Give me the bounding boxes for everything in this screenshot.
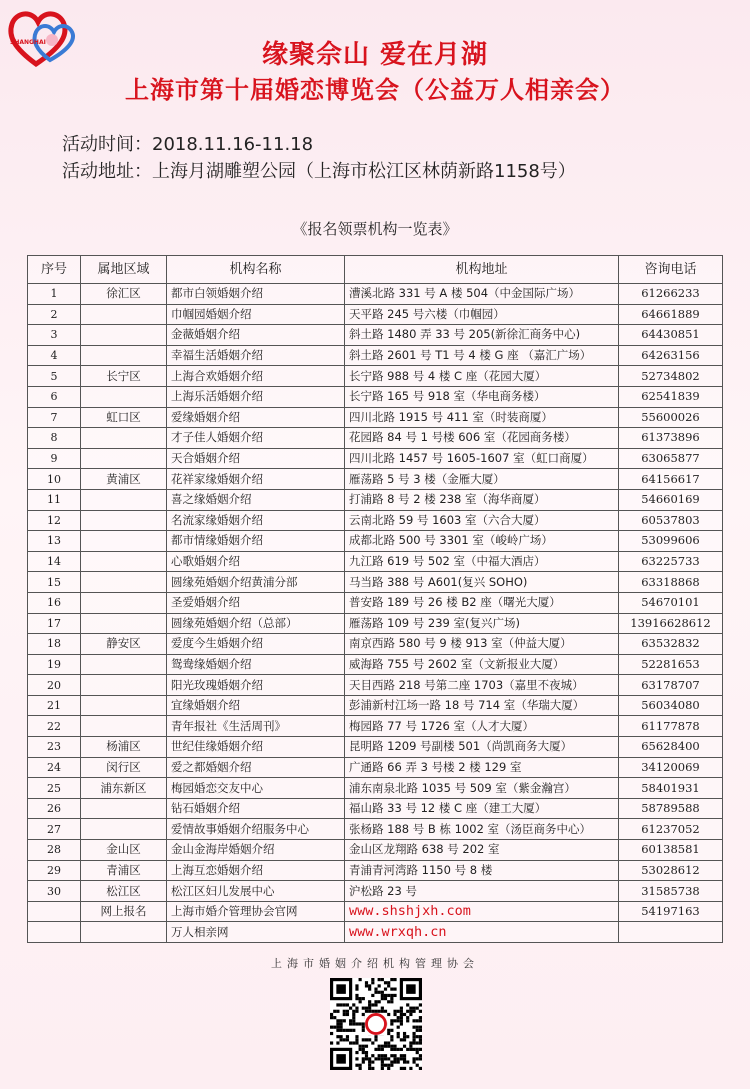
row-agency-name: 巾帼园婚姻介绍 xyxy=(167,304,345,325)
row-no: 9 xyxy=(28,448,81,469)
row-district xyxy=(81,572,167,593)
row-district: 虹口区 xyxy=(81,407,167,428)
row-address: 彭浦新村江场一路 18 号 714 室（华瑞大厦） xyxy=(345,695,619,716)
row-phone: 63318868 xyxy=(619,572,723,593)
row-no: 15 xyxy=(28,572,81,593)
row-phone: 65628400 xyxy=(619,737,723,758)
event-time xyxy=(62,130,313,156)
row-district xyxy=(81,798,167,819)
row-district xyxy=(81,386,167,407)
row-no: 5 xyxy=(28,366,81,387)
row-address: 昆明路 1209 号副楼 501（尚凯商务大厦） xyxy=(345,737,619,758)
row-district xyxy=(81,716,167,737)
row-agency-name: 圆缘苑婚姻介绍黄浦分部 xyxy=(167,572,345,593)
row-agency-name: 才子佳人婚姻介绍 xyxy=(167,428,345,449)
title-line-2: 上海市第十届婚恋博览会（公益万人相亲会） xyxy=(125,76,625,104)
row-no: 27 xyxy=(28,819,81,840)
row-no: 24 xyxy=(28,757,81,778)
row-phone: 55600026 xyxy=(619,407,723,428)
row-agency-name: 钻石婚姻介绍 xyxy=(167,798,345,819)
row-no: 14 xyxy=(28,551,81,572)
row-address: 青浦青河湾路 1150 号 8 楼 xyxy=(345,860,619,881)
row-district xyxy=(81,531,167,552)
row-district xyxy=(81,345,167,366)
table-row xyxy=(28,366,723,387)
row-district xyxy=(81,675,167,696)
row-agency-name: 上海合欢婚姻介绍 xyxy=(167,366,345,387)
row-address: 四川北路 1915 号 411 室（时装商厦） xyxy=(345,407,619,428)
row-address: 福山路 33 号 12 楼 C 座（建工大厦） xyxy=(345,798,619,819)
row-phone: 13916628612 xyxy=(619,613,723,634)
row-no: 16 xyxy=(28,592,81,613)
row-district: 青浦区 xyxy=(81,860,167,881)
row-agency-name: 金山金海岸婚姻介绍 xyxy=(167,840,345,861)
row-address: 斜土路 2601 号 T1 号 4 楼 G 座 （嘉汇广场） xyxy=(345,345,619,366)
header-no: 序号 xyxy=(28,256,81,284)
header-district: 属地区域 xyxy=(81,256,167,284)
row-address: 威海路 755 号 2602 室（文新报业大厦） xyxy=(345,654,619,675)
row-district: 浦东新区 xyxy=(81,778,167,799)
row-address: 南京西路 580 号 9 楼 913 室（仲益大厦） xyxy=(345,634,619,655)
row-phone: 58401931 xyxy=(619,778,723,799)
event-address-label: 活动地址： xyxy=(62,161,152,182)
table-row xyxy=(28,613,723,634)
row-no: 30 xyxy=(28,881,81,902)
row-agency-name: 宜缘婚姻介绍 xyxy=(167,695,345,716)
row-district xyxy=(81,613,167,634)
row-agency-name: 金薇婚姻介绍 xyxy=(167,325,345,346)
row-phone: 62541839 xyxy=(619,386,723,407)
row-phone: 60138581 xyxy=(619,840,723,861)
row-phone: 60537803 xyxy=(619,510,723,531)
table-row xyxy=(28,695,723,716)
online-district xyxy=(81,922,167,943)
online-district: 网上报名 xyxy=(81,901,167,922)
table-row xyxy=(28,325,723,346)
row-agency-name: 圆缘苑婚姻介绍（总部） xyxy=(167,613,345,634)
row-no: 11 xyxy=(28,489,81,510)
row-district: 长宁区 xyxy=(81,366,167,387)
row-phone: 34120069 xyxy=(619,757,723,778)
row-district: 金山区 xyxy=(81,840,167,861)
row-address: 斜土路 1480 弄 33 号 205(新徐汇商务中心) xyxy=(345,325,619,346)
online-url-link[interactable]: www.wrxqh.cn xyxy=(345,922,619,943)
row-agency-name: 爱情故事婚姻介绍服务中心 xyxy=(167,819,345,840)
row-address: 天平路 245 号六楼（巾帼园） xyxy=(345,304,619,325)
row-no: 26 xyxy=(28,798,81,819)
row-address: 梅园路 77 号 1726 室（人才大厦） xyxy=(345,716,619,737)
row-address: 沪松路 23 号 xyxy=(345,881,619,902)
table-row xyxy=(28,284,723,305)
row-agency-name: 都市情缘婚姻介绍 xyxy=(167,531,345,552)
row-address: 浦东南泉北路 1035 号 509 室（紫金瀚宫） xyxy=(345,778,619,799)
row-district xyxy=(81,428,167,449)
row-address: 雁荡路 5 号 3 楼（金雁大厦） xyxy=(345,469,619,490)
table-row xyxy=(28,860,723,881)
row-address: 云南北路 59 号 1603 室（六合大厦） xyxy=(345,510,619,531)
row-agency-name: 鸳鸯缘婚姻介绍 xyxy=(167,654,345,675)
row-agency-name: 爱度今生婚姻介绍 xyxy=(167,634,345,655)
table-row xyxy=(28,757,723,778)
row-no-empty xyxy=(28,922,81,943)
row-phone: 61237052 xyxy=(619,819,723,840)
row-no: 28 xyxy=(28,840,81,861)
row-address: 雁荡路 109 号 239 室(复兴广场) xyxy=(345,613,619,634)
event-time-value: 2018.11.16-11.18 xyxy=(152,134,314,155)
row-address: 张杨路 188 号 B 栋 1002 室（汤臣商务中心） xyxy=(345,819,619,840)
row-agency-name: 心歌婚姻介绍 xyxy=(167,551,345,572)
row-agency-name: 阳光玫瑰婚姻介绍 xyxy=(167,675,345,696)
row-address: 九江路 619 号 502 室（中福大酒店） xyxy=(345,551,619,572)
row-district xyxy=(81,304,167,325)
row-phone: 63225733 xyxy=(619,551,723,572)
table-row xyxy=(28,510,723,531)
row-address: 长宁路 165 号 918 室（华电商务楼） xyxy=(345,386,619,407)
row-address: 长宁路 988 号 4 楼 C 座（花园大厦） xyxy=(345,366,619,387)
row-address: 马当路 388 号 A601(复兴 SOHO) xyxy=(345,572,619,593)
row-district xyxy=(81,510,167,531)
row-phone: 64661889 xyxy=(619,304,723,325)
table-row xyxy=(28,675,723,696)
table-row xyxy=(28,840,723,861)
row-phone: 52281653 xyxy=(619,654,723,675)
event-time-label: 活动时间： xyxy=(62,134,152,155)
row-phone: 64263156 xyxy=(619,345,723,366)
row-agency-name: 梅园婚恋交友中心 xyxy=(167,778,345,799)
row-no: 19 xyxy=(28,654,81,675)
row-district xyxy=(81,325,167,346)
row-district xyxy=(81,695,167,716)
row-district: 静安区 xyxy=(81,634,167,655)
row-agency-name: 花祥家缘婚姻介绍 xyxy=(167,469,345,490)
table-row xyxy=(28,634,723,655)
row-district xyxy=(81,654,167,675)
row-phone: 58789588 xyxy=(619,798,723,819)
qr-code-icon xyxy=(330,978,422,1070)
row-district xyxy=(81,489,167,510)
row-address: 天目西路 218 号第二座 1703（嘉里不夜城） xyxy=(345,675,619,696)
table-header-row xyxy=(28,256,723,284)
row-agency-name: 青年报社《生活周刊》 xyxy=(167,716,345,737)
row-address: 四川北路 1457 号 1605-1607 室（虹口商厦） xyxy=(345,448,619,469)
header-name: 机构名称 xyxy=(167,256,345,284)
row-district xyxy=(81,551,167,572)
row-district xyxy=(81,592,167,613)
row-agency-name: 上海乐活婚姻介绍 xyxy=(167,386,345,407)
row-district xyxy=(81,448,167,469)
row-district: 徐汇区 xyxy=(81,284,167,305)
row-phone: 56034080 xyxy=(619,695,723,716)
table-row xyxy=(28,592,723,613)
row-agency-name: 都市白领婚姻介绍 xyxy=(167,284,345,305)
svg-text:SHANGHAI: SHANGHAI xyxy=(10,39,46,46)
online-phone: 54197163 xyxy=(619,901,723,922)
row-no: 10 xyxy=(28,469,81,490)
row-no: 7 xyxy=(28,407,81,428)
row-phone: 63178707 xyxy=(619,675,723,696)
row-no: 2 xyxy=(28,304,81,325)
row-no: 21 xyxy=(28,695,81,716)
online-site-name: 万人相亲网 xyxy=(167,922,345,943)
row-no: 1 xyxy=(28,284,81,305)
table-row xyxy=(28,304,723,325)
row-agency-name: 圣爱婚姻介绍 xyxy=(167,592,345,613)
row-district: 闵行区 xyxy=(81,757,167,778)
table-row xyxy=(28,407,723,428)
row-phone: 64430851 xyxy=(619,325,723,346)
row-phone: 61266233 xyxy=(619,284,723,305)
table-row xyxy=(28,737,723,758)
table-row xyxy=(28,798,723,819)
row-no: 25 xyxy=(28,778,81,799)
table-row xyxy=(28,716,723,737)
table-row xyxy=(28,531,723,552)
row-phone: 53099606 xyxy=(619,531,723,552)
row-phone: 61177878 xyxy=(619,716,723,737)
online-row xyxy=(28,922,723,943)
row-no: 8 xyxy=(28,428,81,449)
table-row xyxy=(28,551,723,572)
row-address: 广通路 66 弄 3 号楼 2 楼 129 室 xyxy=(345,757,619,778)
row-district: 杨浦区 xyxy=(81,737,167,758)
row-district: 松江区 xyxy=(81,881,167,902)
row-agency-name: 喜之缘婚姻介绍 xyxy=(167,489,345,510)
row-agency-name: 松江区妇儿发展中心 xyxy=(167,881,345,902)
row-no: 6 xyxy=(28,386,81,407)
event-address-value: 上海月湖雕塑公园（上海市松江区林荫新路1158号） xyxy=(152,161,576,182)
row-no: 22 xyxy=(28,716,81,737)
online-row xyxy=(28,901,723,922)
row-address: 成都北路 500 号 3301 室（峻岭广场） xyxy=(345,531,619,552)
row-no: 18 xyxy=(28,634,81,655)
table-row xyxy=(28,345,723,366)
table-row xyxy=(28,469,723,490)
row-phone: 31585738 xyxy=(619,881,723,902)
row-no-empty xyxy=(28,901,81,922)
row-address: 花园路 84 号 1 号楼 606 室（花园商务楼） xyxy=(345,428,619,449)
event-address xyxy=(62,157,576,183)
table-row xyxy=(28,428,723,449)
row-no: 23 xyxy=(28,737,81,758)
row-district xyxy=(81,819,167,840)
header-phone: 咨询电话 xyxy=(619,256,723,284)
table-row xyxy=(28,448,723,469)
row-agency-name: 世纪佳缘婚姻介绍 xyxy=(167,737,345,758)
table-row xyxy=(28,654,723,675)
table-row xyxy=(28,489,723,510)
row-agency-name: 幸福生活婚姻介绍 xyxy=(167,345,345,366)
title-line-1: 缘聚佘山 爱在月湖 xyxy=(261,40,489,70)
online-site-name: 上海市婚介管理协会官网 xyxy=(167,901,345,922)
row-phone: 61373896 xyxy=(619,428,723,449)
row-phone: 63065877 xyxy=(619,448,723,469)
row-no: 3 xyxy=(28,325,81,346)
row-agency-name: 爱缘婚姻介绍 xyxy=(167,407,345,428)
list-title: 《报名领票机构一览表》 xyxy=(292,220,458,238)
agency-table xyxy=(27,255,723,943)
row-no: 12 xyxy=(28,510,81,531)
row-agency-name: 爱之都婚姻介绍 xyxy=(167,757,345,778)
row-agency-name: 天合婚姻介绍 xyxy=(167,448,345,469)
row-phone: 53028612 xyxy=(619,860,723,881)
row-no: 17 xyxy=(28,613,81,634)
table-row xyxy=(28,386,723,407)
row-agency-name: 上海互恋婚姻介绍 xyxy=(167,860,345,881)
row-phone: 54670101 xyxy=(619,592,723,613)
row-agency-name: 名流家缘婚姻介绍 xyxy=(167,510,345,531)
row-phone: 52734802 xyxy=(619,366,723,387)
row-address: 漕溪北路 331 号 A 楼 504（中金国际广场） xyxy=(345,284,619,305)
online-phone xyxy=(619,922,723,943)
row-phone: 64156617 xyxy=(619,469,723,490)
row-district: 黄浦区 xyxy=(81,469,167,490)
row-no: 4 xyxy=(28,345,81,366)
table-row xyxy=(28,572,723,593)
online-url-link[interactable]: www.shshjxh.com xyxy=(345,901,619,922)
table-row xyxy=(28,881,723,902)
row-phone: 54660169 xyxy=(619,489,723,510)
row-phone: 63532832 xyxy=(619,634,723,655)
row-address: 金山区龙翔路 638 号 202 室 xyxy=(345,840,619,861)
table-row xyxy=(28,819,723,840)
row-no: 13 xyxy=(28,531,81,552)
table-row xyxy=(28,778,723,799)
footer-organization: 上海市婚姻介绍机构管理协会 xyxy=(271,957,479,970)
row-address: 普安路 189 号 26 楼 B2 座（曙光大厦） xyxy=(345,592,619,613)
row-address: 打浦路 8 号 2 楼 238 室（海华商厦） xyxy=(345,489,619,510)
row-no: 29 xyxy=(28,860,81,881)
header-address: 机构地址 xyxy=(345,256,619,284)
row-no: 20 xyxy=(28,675,81,696)
